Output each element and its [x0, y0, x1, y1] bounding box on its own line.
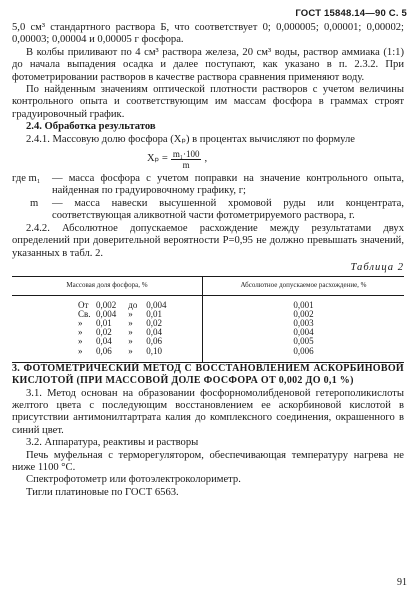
tolerance-cell: 0,002 [293, 308, 314, 319]
tolerance-cell: 0,003 [293, 317, 314, 328]
paragraph-iron-solution: В колбы приливают по 4 см³ раствора железа, 20 см³ воды, раствор аммиака (1:1) до начала выпадения осадка и далее поступают, как указано в п. 2.3.2. При фотометрировании растворов в качестве раствора сравнения применяют воду. [12, 46, 404, 83]
paragraph-3-1: 3.1. Метод основан на образовании фосфорномолибденовой гетерополикислоты желтого цвета с последующим восстановлением ее аскорбиновой кислотой в присутствии антимонилтартрата калия до комплексного соединения, окрашенного в синий цвет. [12, 387, 404, 436]
range-to: 0,004 [146, 299, 167, 310]
tolerance-table [12, 276, 404, 362]
paragraph-2-4-1: 2.4.1. Массовую долю фосфора (Xₚ) в процентах вычисляют по формуле [26, 133, 355, 145]
paragraph-muffle-furnace: Печь муфельная с терморегулятором, обеспечивающая температуру нагрева не ниже 1100 °С. [12, 449, 404, 473]
document-body [12, 22, 404, 499]
section-heading-3: 3. ФОТОМЕТРИЧЕСКИЙ МЕТОД С ВОССТАНОВЛЕНИЕМ АСКОРБИНОВОЙ КИСЛОТОЙ (ПРИ МАССОВОЙ ДОЛЕ ФОСФОРА ОТ 0,002 ДО 0,1 %) [12, 362, 404, 387]
paragraph-calibration-solutions: 5,0 см³ стандартного раствора Б, что соответствует 0; 0,000005; 0,00001; 0,00002; 0,00003; 0,00004 и 0,00005 г фосфора. [12, 22, 404, 46]
formula-numerator: m₁·100 [172, 148, 200, 159]
paragraph-platinum-crucibles: Тигли платиновые по ГОСТ 6563. [26, 486, 179, 498]
range-mid: » [128, 327, 133, 338]
range-prefix: » [78, 336, 83, 347]
range-cell [12, 295, 203, 310]
range-from: 0,06 [96, 345, 112, 356]
table-row [12, 337, 404, 346]
table-row [12, 319, 404, 328]
range-to: 0,10 [146, 345, 162, 356]
range-mid: » [128, 317, 133, 328]
range-prefix: Св. [78, 308, 91, 319]
page-number: 91 [397, 577, 407, 588]
range-prefix: » [78, 345, 83, 356]
formula [147, 146, 404, 172]
tolerance-cell: 0,006 [203, 347, 405, 363]
range-from: 0,002 [96, 299, 117, 310]
range-from: 0,02 [96, 327, 112, 338]
paragraph-spectrophotometer: Спектрофотометр или фотоэлектроколориметр. [26, 474, 241, 486]
range-mid: » [128, 345, 133, 356]
tolerance-cell: 0,004 [293, 327, 314, 338]
range-from: 0,01 [96, 317, 112, 328]
table-header-row [12, 277, 404, 295]
table-header-tolerance: Абсолютное допускаемое расхождение, % [203, 277, 405, 295]
range-to: 0,06 [146, 336, 162, 347]
definition-m1 [12, 173, 404, 198]
range-cell [12, 347, 203, 363]
range-prefix: » [78, 327, 83, 338]
tolerance-cell: 0,005 [293, 336, 314, 347]
range-to: 0,04 [146, 327, 162, 338]
definition-symbol: m [30, 197, 39, 209]
range-mid: до [128, 299, 138, 310]
tolerance-cell: 0,001 [293, 299, 314, 310]
formula-denominator: m [182, 159, 190, 170]
range-to: 0,01 [146, 308, 162, 319]
range-mid: » [128, 308, 133, 319]
definition-m [12, 198, 404, 223]
table-row [12, 295, 404, 310]
range-mid: » [128, 336, 133, 347]
table-caption: Таблица 2 [350, 261, 404, 273]
range-prefix: » [78, 317, 83, 328]
paragraph-2-4-2: 2.4.2. Абсолютное допускаемое расхождение между результатами двух определений при доверительной вероятности P=0,95 не должно превышать значений, указанных в табл. 2. [12, 222, 404, 259]
formula-definitions [12, 173, 404, 223]
table-header-mass-fraction: Массовая доля фосфора, % [12, 277, 203, 295]
range-from: 0,04 [96, 336, 112, 347]
formula-fraction [171, 149, 202, 170]
range-from: 0,004 [96, 308, 117, 319]
definition-text: — масса фосфора с учетом поправки на значение контрольного опыта, найденная по градуировочному графику, г; [52, 173, 404, 197]
table-row [12, 347, 404, 363]
table-row [12, 310, 404, 319]
paragraph-calibration-graph: По найденным значениям оптической плотности растворов с учетом величины контрольного опыта и соответствующим им массам фосфора в граммах строят градуировочный график. [12, 84, 404, 120]
section-heading-2-4: 2.4. Обработка результатов [26, 121, 156, 133]
section-heading-3-2: 3.2. Аппаратура, реактивы и растворы [26, 437, 199, 449]
table-row [12, 328, 404, 337]
definition-symbol: где m₁ [12, 173, 41, 185]
formula-lhs: Xₚ = [147, 152, 168, 164]
range-prefix: От [78, 299, 89, 310]
formula-tail: , [204, 152, 208, 164]
range-to: 0,02 [146, 317, 162, 328]
page-header: ГОСТ 15848.14—90 С. 5 [295, 8, 407, 19]
definition-text: — масса навески высушенной хромовой руды или концентрата, соответствующая аликвотной части фотометрируемого раствора, г. [52, 197, 404, 222]
